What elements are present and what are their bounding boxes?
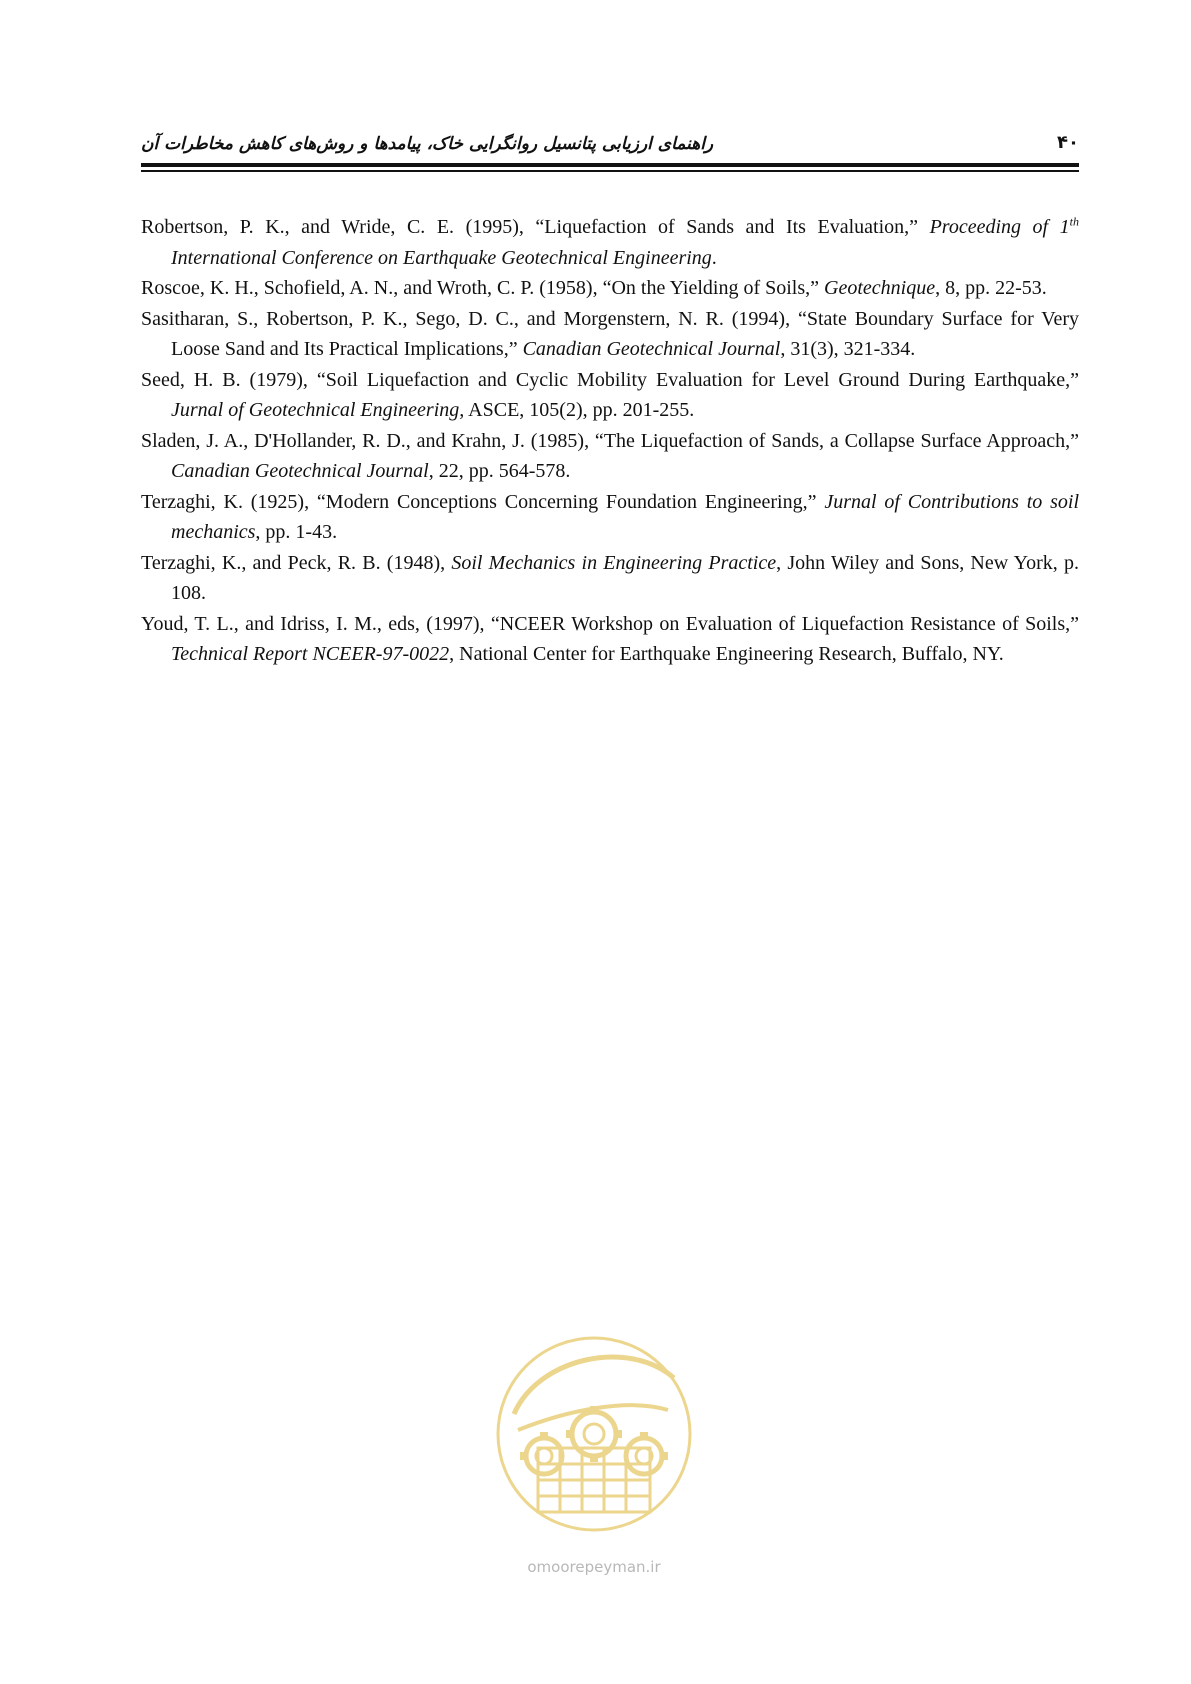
- reference-source: Technical Report NCEER-97-0022: [171, 643, 450, 665]
- reference-text: Seed, H. B. (1979), “Soil Liquefaction and Cyclic Mobility Evaluation for Level Ground During Earthquake,”: [141, 368, 1079, 391]
- watermark-logo: [478, 1318, 710, 1550]
- reference-text: Terzaghi, K. (1925), “Modern Conceptions Concerning Foundation Engineering,”: [141, 490, 825, 513]
- reference-tail: , pp. 1-43.: [255, 521, 338, 543]
- reference-text: Sladen, J. A., D'Hollander, R. D., and Krahn, J. (1985), “The Liquefaction of Sands, a Collapse Surface Approach,”: [141, 429, 1079, 452]
- reference-source: Canadian Geotechnical Journal: [171, 460, 429, 482]
- header-rule-thin: [141, 170, 1079, 172]
- reference-tail: , 22, pp. 564-578.: [428, 460, 571, 482]
- reference-item: [141, 487, 1079, 548]
- reference-item: [141, 212, 1079, 273]
- running-title: راهنمای ارزیابی پتانسیل روانگرایی خاک، پیامدها و روش‌های کاهش مخاطرات آن: [141, 134, 714, 154]
- reference-text: Youd, T. L., and Idriss, I. M., eds, (1997), “NCEER Workshop on Evaluation of Liquefaction Resistance of Soils,”: [141, 612, 1079, 635]
- reference-text: Sasitharan, S., Robertson, P. K., Sego, D. C., and Morgenstern, N. R. (1994), “State Boundary Surface for Very Loose Sand and Its Practical Implications,”: [141, 307, 1079, 360]
- reference-item: [141, 273, 1079, 304]
- reference-source: Soil Mechanics in Engineering Practice: [451, 551, 777, 574]
- reference-tail: , John Wiley and Sons, New York, p. 108.: [171, 551, 1079, 604]
- reference-list: [141, 212, 1079, 670]
- watermark: [478, 1318, 710, 1580]
- reference-tail: ASCE, 105(2), pp. 201-255.: [464, 399, 695, 421]
- page-number: ۴۰: [1057, 132, 1079, 153]
- reference-source: Jurnal of Geotechnical Engineering,: [171, 399, 465, 421]
- header-rule-thick: [141, 163, 1079, 167]
- reference-source: Geotechnique: [824, 277, 936, 299]
- reference-item: [141, 548, 1079, 609]
- reference-text: Roscoe, K. H., Schofield, A. N., and Wroth, C. P. (1958), “On the Yielding of Soils,”: [141, 277, 825, 299]
- reference-tail: , National Center for Earthquake Engineering Research, Buffalo, NY.: [449, 643, 1004, 665]
- reference-item: [141, 365, 1079, 426]
- reference-tail: , 8, pp. 22-53.: [935, 277, 1047, 299]
- reference-superscript: th: [1069, 214, 1079, 229]
- reference-source: Canadian Geotechnical Journal: [522, 338, 781, 360]
- reference-item: [141, 609, 1079, 670]
- page-header: [141, 130, 1079, 170]
- reference-text: Robertson, P. K., and Wride, C. E. (1995), “Liquefaction of Sands and Its Evaluation,”: [141, 216, 930, 238]
- watermark-url: omoorepeyman.ir: [527, 1558, 661, 1576]
- reference-text: Terzaghi, K., and Peck, R. B. (1948),: [141, 551, 452, 574]
- reference-item: [141, 426, 1079, 487]
- reference-source: Proceeding of 1: [929, 216, 1070, 238]
- reference-tail: .: [711, 246, 717, 269]
- reference-source-continued: International Conference on Earthquake Geotechnical Engineering: [171, 246, 712, 269]
- reference-source: Jurnal of Contributions to soil mechanics: [171, 490, 1079, 543]
- reference-item: [141, 304, 1079, 365]
- reference-tail: , 31(3), 321-334.: [780, 338, 916, 360]
